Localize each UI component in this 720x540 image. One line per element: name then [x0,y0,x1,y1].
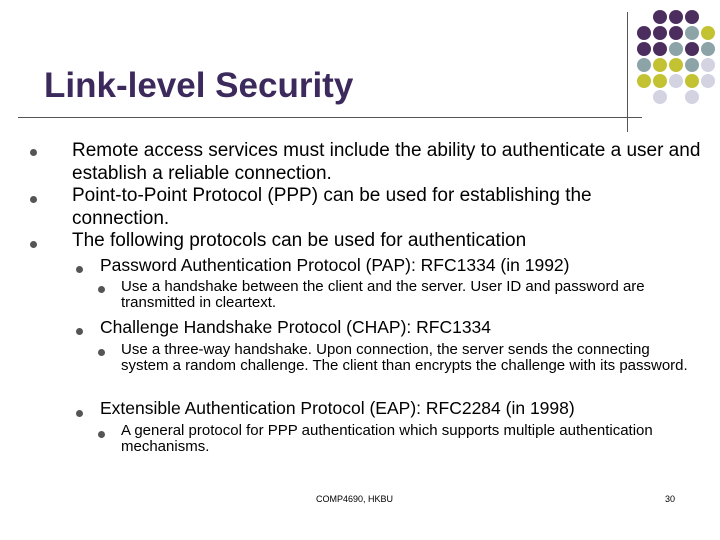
bullet-icon [76,410,83,417]
list-item: Challenge Handshake Protocol (CHAP): RFC1334 [100,317,492,337]
list-item: Point-to-Point Protocol (PPP) can be used for establishing the connection. [72,185,592,229]
bullet-icon [98,349,105,356]
list-item: The following protocols can be used for authentication [72,230,527,251]
bullet-icon [98,286,105,293]
slide-title: Link-level Security [44,66,354,105]
list-item: Extensible Authentication Protocol (EAP): RFC2284 (in 1998) [100,398,575,418]
list-item: Use a handshake between the client and the server. User ID and password are transmitted in cleartext. [121,278,645,311]
list-item: A general protocol for PPP authentication which supports multiple authentication mechanisms. [121,422,653,455]
page-number: 30 [665,494,676,504]
bullet-icon [30,241,37,248]
bullet-icon [76,266,83,273]
list-item: Password Authentication Protocol (PAP): RFC1334 (in 1992) [100,255,570,275]
bullet-icon [30,196,37,203]
bullet-icon [30,149,37,156]
list-item: Use a three-way handshake. Upon connection, the server sends the connecting system a random challenge. The client than encrypts the challenge with its password. [121,341,688,374]
bullet-icon [98,431,105,438]
list-item: Remote access services must include the ability to authenticate a user and establish a reliable connection. [72,140,701,184]
bullet-icon [76,328,83,335]
footer-text: COMP4690, HKBU [316,494,394,504]
